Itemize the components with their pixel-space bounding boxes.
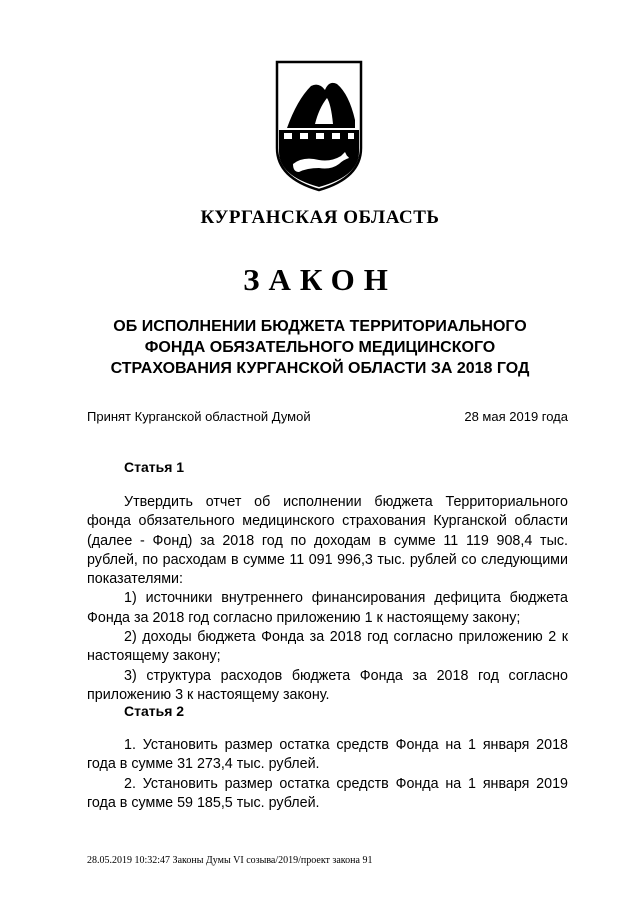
article-2-heading: Статья 2 (124, 703, 185, 719)
law-title: ЗАКОН (243, 262, 397, 297)
law-subject-line: ОБ ИСПОЛНЕНИИ БЮДЖЕТА ТЕРРИТОРИАЛЬНОГО (113, 318, 527, 335)
coat-of-arms-icon (275, 60, 363, 192)
article-2-body (87, 736, 568, 813)
law-subject (80, 316, 560, 379)
article-paragraph: 1. Установить размер остатка средств Фонда на 1 января 2018 года в сумме 31 273,4 тыс. рублей. (87, 737, 568, 773)
article-paragraph: Утвердить отчет об исполнении бюджета Территориального фонда обязательного медицинского страхования Курганской области (далее - Фонд) за 2018 год по доходам в сумме 11 119 908,4 тыс. рублей, по расходам в сумме 11 091 996,3 тыс. рублей со следующими показателями: (87, 494, 568, 588)
region-title: КУРГАНСКАЯ ОБЛАСТЬ (200, 207, 440, 228)
adoption-row (87, 409, 568, 424)
adoption-date: 28 мая 2019 года (464, 409, 568, 424)
article-paragraph: 2. Установить размер остатка средств Фонда на 1 января 2019 года в сумме 59 185,5 тыс. рублей. (87, 775, 568, 811)
law-subject-line: ФОНДА ОБЯЗАТЕЛЬНОГО МЕДИЦИНСКОГО (144, 339, 496, 356)
article-paragraph: 2) доходы бюджета Фонда за 2018 год согласно приложению 2 к настоящему закону; (87, 629, 568, 665)
footer-path: 28.05.2019 10:32:47 Законы Думы VI созыва/2019/проект закона 91 (87, 855, 373, 866)
article-1-body (87, 493, 568, 705)
law-subject-line: СТРАХОВАНИЯ КУРГАНСКОЙ ОБЛАСТИ ЗА 2018 ГОД (110, 360, 530, 377)
adopted-by: Принят Курганской областной Думой (87, 409, 311, 424)
article-1-heading: Статья 1 (124, 459, 185, 475)
article-paragraph: 3) структура расходов бюджета Фонда за 2018 год согласно приложению 3 к настоящему закону. (87, 667, 568, 703)
article-paragraph: 1) источники внутреннего финансирования дефицита бюджета Фонда за 2018 год согласно приложению 1 к настоящему закону; (87, 590, 568, 626)
